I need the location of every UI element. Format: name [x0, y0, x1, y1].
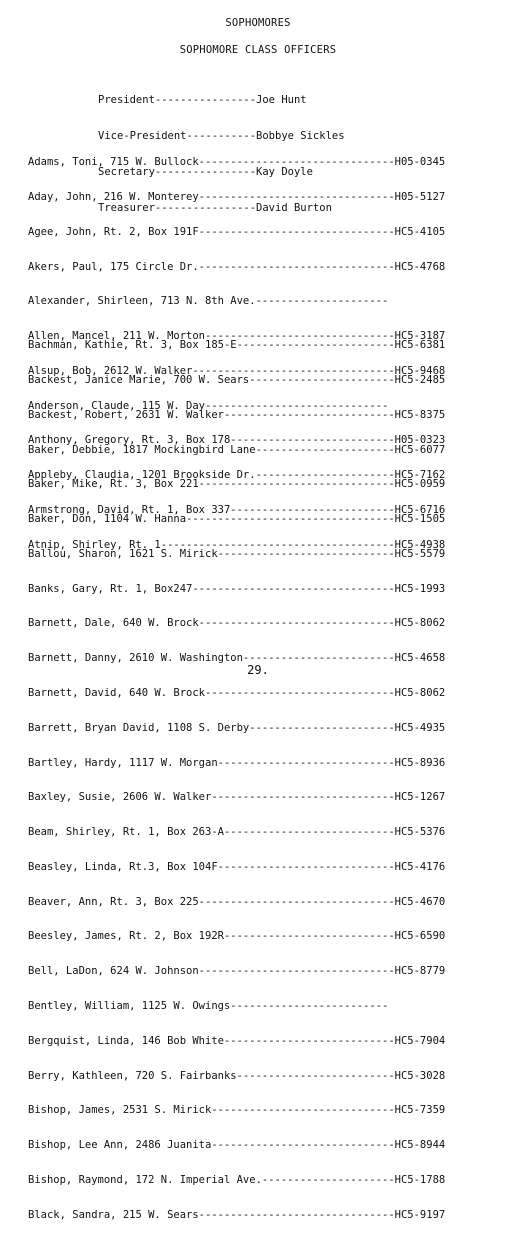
page-heading: SOPHOMORES — [225, 17, 291, 29]
directory-entry: Backest, Janice Marie, 700 W. Sears-----------------------HC5-2485 — [28, 373, 446, 386]
directory-entry: Barrett, Bryan David, 1108 S. Derby-----------------------HC5-4935 — [28, 721, 446, 734]
directory-entry: Beam, Shirley, Rt. 1, Box 263-A---------------------------HC5-5376 — [28, 826, 446, 839]
directory-entry: Allen, Mancel, 211 W. Morton------------------------------HC5-3187 — [28, 330, 446, 343]
directory-entry: Agee, John, Rt. 2, Box 191F-------------------------------HC5-4105 — [28, 225, 446, 238]
directory-entry: Bell, LaDon, 624 W. Johnson-------------------------------HC5-8779 — [28, 965, 446, 978]
directory-entry: Barnett, Dale, 640 W. Brock-------------------------------HC5-8062 — [28, 617, 446, 630]
officers-heading: SOPHOMORE CLASS OFFICERS — [179, 44, 337, 56]
directory-entry: Baxley, Susie, 2606 W. Walker-----------------------------HC5-1267 — [28, 791, 446, 804]
directory-entry: Baker, Don, 1104 W. Hanna---------------------------------HC5-1505 — [28, 513, 446, 526]
officer-line: President----------------Joe Hunt — [98, 94, 307, 106]
directory-entry: Bartley, Hardy, 1117 W. Morgan----------------------------HC5-8936 — [28, 756, 446, 769]
directory-entry: Alsup, Bob, 2612 W. Walker--------------------------------HC5-9468 — [28, 364, 446, 377]
directory-entry: Black, Sandra, 215 W. Sears-------------------------------HC5-9197 — [28, 1208, 446, 1221]
officer-line: Treasurer----------------David Burton — [98, 202, 332, 214]
directory-entry: Bishop, James, 2531 S. Mirick-----------------------------HC5-7359 — [28, 1104, 446, 1117]
directory-entry: Anderson, Claude, 115 W. Day----------------------------- — [28, 399, 389, 412]
officer-line: Secretary----------------Kay Doyle — [98, 166, 313, 178]
directory-entry: Bishop, Lee Ann, 2486 Juanita-----------------------------HC5-8944 — [28, 1139, 446, 1152]
directory-entry: Baker, Mike, Rt. 3, Box 221-------------------------------HC5-0959 — [28, 478, 446, 491]
directory-entry: Appleby, Claudia, 1201 Brookside Dr.----------------------HC5-7162 — [28, 469, 446, 482]
directory-entry: Backest, Robert, 2631 W. Walker---------------------------HC5-8375 — [28, 408, 446, 421]
directory-entry: Bishop, Raymond, 172 N. Imperial Ave.---------------------HC5-1788 — [28, 1173, 446, 1186]
directory-entry: Anthony, Gregory, Rt. 3, Box 178--------------------------H05-0323 — [28, 434, 446, 447]
directory-entry: Ballou, Sharon, 1621 S. Mirick----------------------------HC5-5579 — [28, 547, 446, 560]
directory-entry: Baker, Debbie, 1817 Mockingbird Lane----------------------HC5-6077 — [28, 443, 446, 456]
directory-entry: Beaver, Ann, Rt. 3, Box 225-------------------------------HC5-4670 — [28, 895, 446, 908]
directory-entry: Beasley, Linda, Rt.3, Box 104F----------------------------HC5-4176 — [28, 860, 446, 873]
page-number: 29. — [247, 663, 269, 677]
directory-entry: Armstrong, David, Rt. 1, Box 337--------------------------HC5-6716 — [28, 504, 446, 516]
directory-entry: Barnett, David, 640 W. Brock------------------------------HC5-8062 — [28, 687, 446, 699]
directory-entry: Berry, Kathleen, 720 S. Fairbanks-------------------------HC5-3028 — [28, 1069, 446, 1082]
directory-entry: Bachman, Kathie, Rt. 3, Box 185-E-------------------------HC5-6381 — [28, 339, 446, 352]
directory-entry: Bergquist, Linda, 146 Bob White---------------------------HC5-7904 — [28, 1034, 446, 1047]
directory-entry: Alexander, Shirleen, 713 N. 8th Ave.--------------------- — [28, 295, 389, 308]
directory-entry: Beesley, James, Rt. 2, Box 192R---------------------------HC5-6590 — [28, 930, 446, 943]
student-directory-group-b — [28, 317, 445, 1245]
directory-entry: Adams, Toni, 715 W. Bullock-------------------------------H05-0345 — [28, 156, 446, 169]
directory-entry: Bentley, William, 1125 W. Owings------------------------- — [28, 1000, 389, 1013]
directory-entry: Banks, Gary, Rt. 1, Box247--------------------------------HC5-1993 — [28, 582, 446, 595]
directory-entry: Atnip, Shirley, Rt. 1-------------------------------------HC5-4938 — [28, 538, 446, 551]
directory-entry: Aday, John, 216 W. Monterey-------------------------------H05-5127 — [28, 190, 446, 203]
officer-line: Vice-President-----------Bobbye Sickles — [98, 130, 345, 142]
directory-entry: Akers, Paul, 175 Circle Dr.-------------------------------HC5-4768 — [28, 260, 446, 273]
directory-entry: Barnett, Danny, 2610 W. Washington------------------------HC5-4658 — [28, 652, 446, 665]
